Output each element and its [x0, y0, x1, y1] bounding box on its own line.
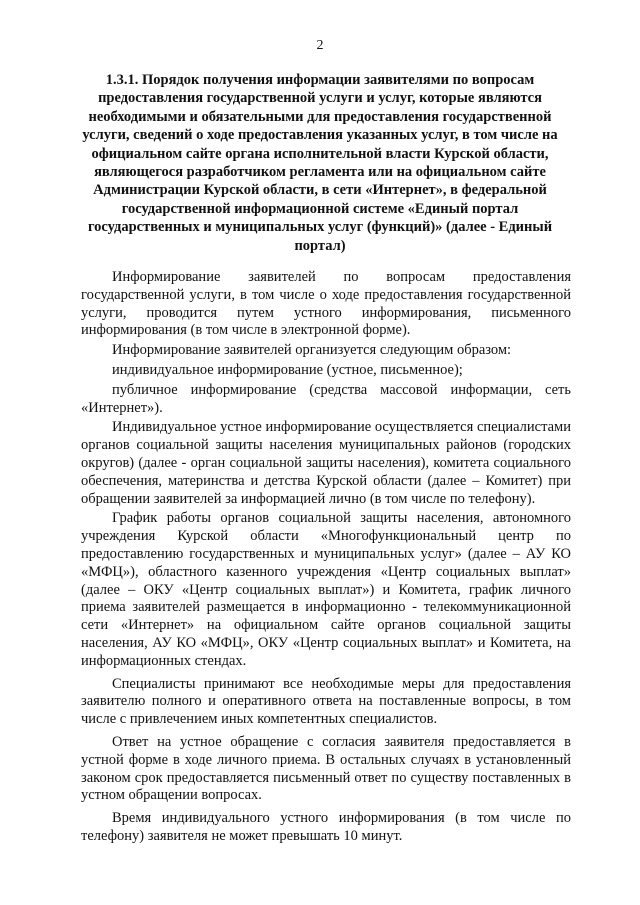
paragraph: Специалисты принимают все необходимые меры для предоставления заявителю полного и оперативного ответа на поставленные вопросы, в том числе с привлечением иных компетентных специалистов.	[81, 675, 571, 728]
paragraph: Индивидуальное устное информирование осуществляется специалистами органов социальной защиты населения муниципальных районов (городских округов) (далее - орган социальной защиты населения), комитета социального обеспечения, материнства и детства Курской области (далее – Комитет) при обращении заявителей за информацией лично (в том числе по телефону).	[81, 419, 571, 507]
paragraph: публичное информирование (средства массовой информации, сеть «Интернет»).	[81, 381, 571, 416]
paragraph: Время индивидуального устного информирования (в том числе по телефону) заявителя не может превышать 10 минут.	[81, 810, 571, 844]
paragraph: Информирование заявителей организуется следующим образом:	[112, 342, 512, 359]
section-heading: 1.3.1. Порядок получения информации заявителями по вопросам предоставления государственной услуги и услуг, которые являются необходимыми и обязательными для предоставления государственной услуги, сведений о ходе предоставления указанных услуг, в том числе на официальном сайте органа исполнительной власти Курской области, являющегося разработчиком регламента или на официальном сайте Администрации Курской области, в сети «Интернет», в федеральной государственной информационной системе «Единый портал государственных и муниципальных услуг (функций)» (далее - Единый портал)	[82, 72, 558, 254]
paragraph: График работы органов социальной защиты населения, автономного учреждения Курской области «Многофункциональный центр по предоставлению государственных и муниципальных услуг» (далее – АУ КО «МФЦ»), областного казенного учреждения «Центр социальных выплат» (далее – ОКУ «Центр социальных выплат») и Комитета, график личного приема заявителей размещается в информационно - телекоммуникационной сети «Интернет» на официальном сайте органов социальной защиты населения, АУ КО «МФЦ», ОКУ «Центр социальных выплат» и Комитета, на информационных стендах.	[81, 510, 571, 669]
page-number: 2	[316, 38, 324, 53]
body-text	[81, 269, 571, 848]
paragraph: Информирование заявителей по вопросам предоставления государственной услуги, в том числе о ходе предоставления государственной услуги, проводится путем устного информирования, письменного информирования (в том числе в электронной форме).	[81, 269, 571, 339]
paragraph: индивидуальное информирование (устное, письменное);	[112, 361, 463, 378]
paragraph: Ответ на устное обращение с согласия заявителя предоставляется в устной форме в ходе личного приема. В остальных случаях в установленный законом срок предоставляется письменный ответ по существу поставленных в устном обращении вопросах.	[81, 733, 571, 804]
